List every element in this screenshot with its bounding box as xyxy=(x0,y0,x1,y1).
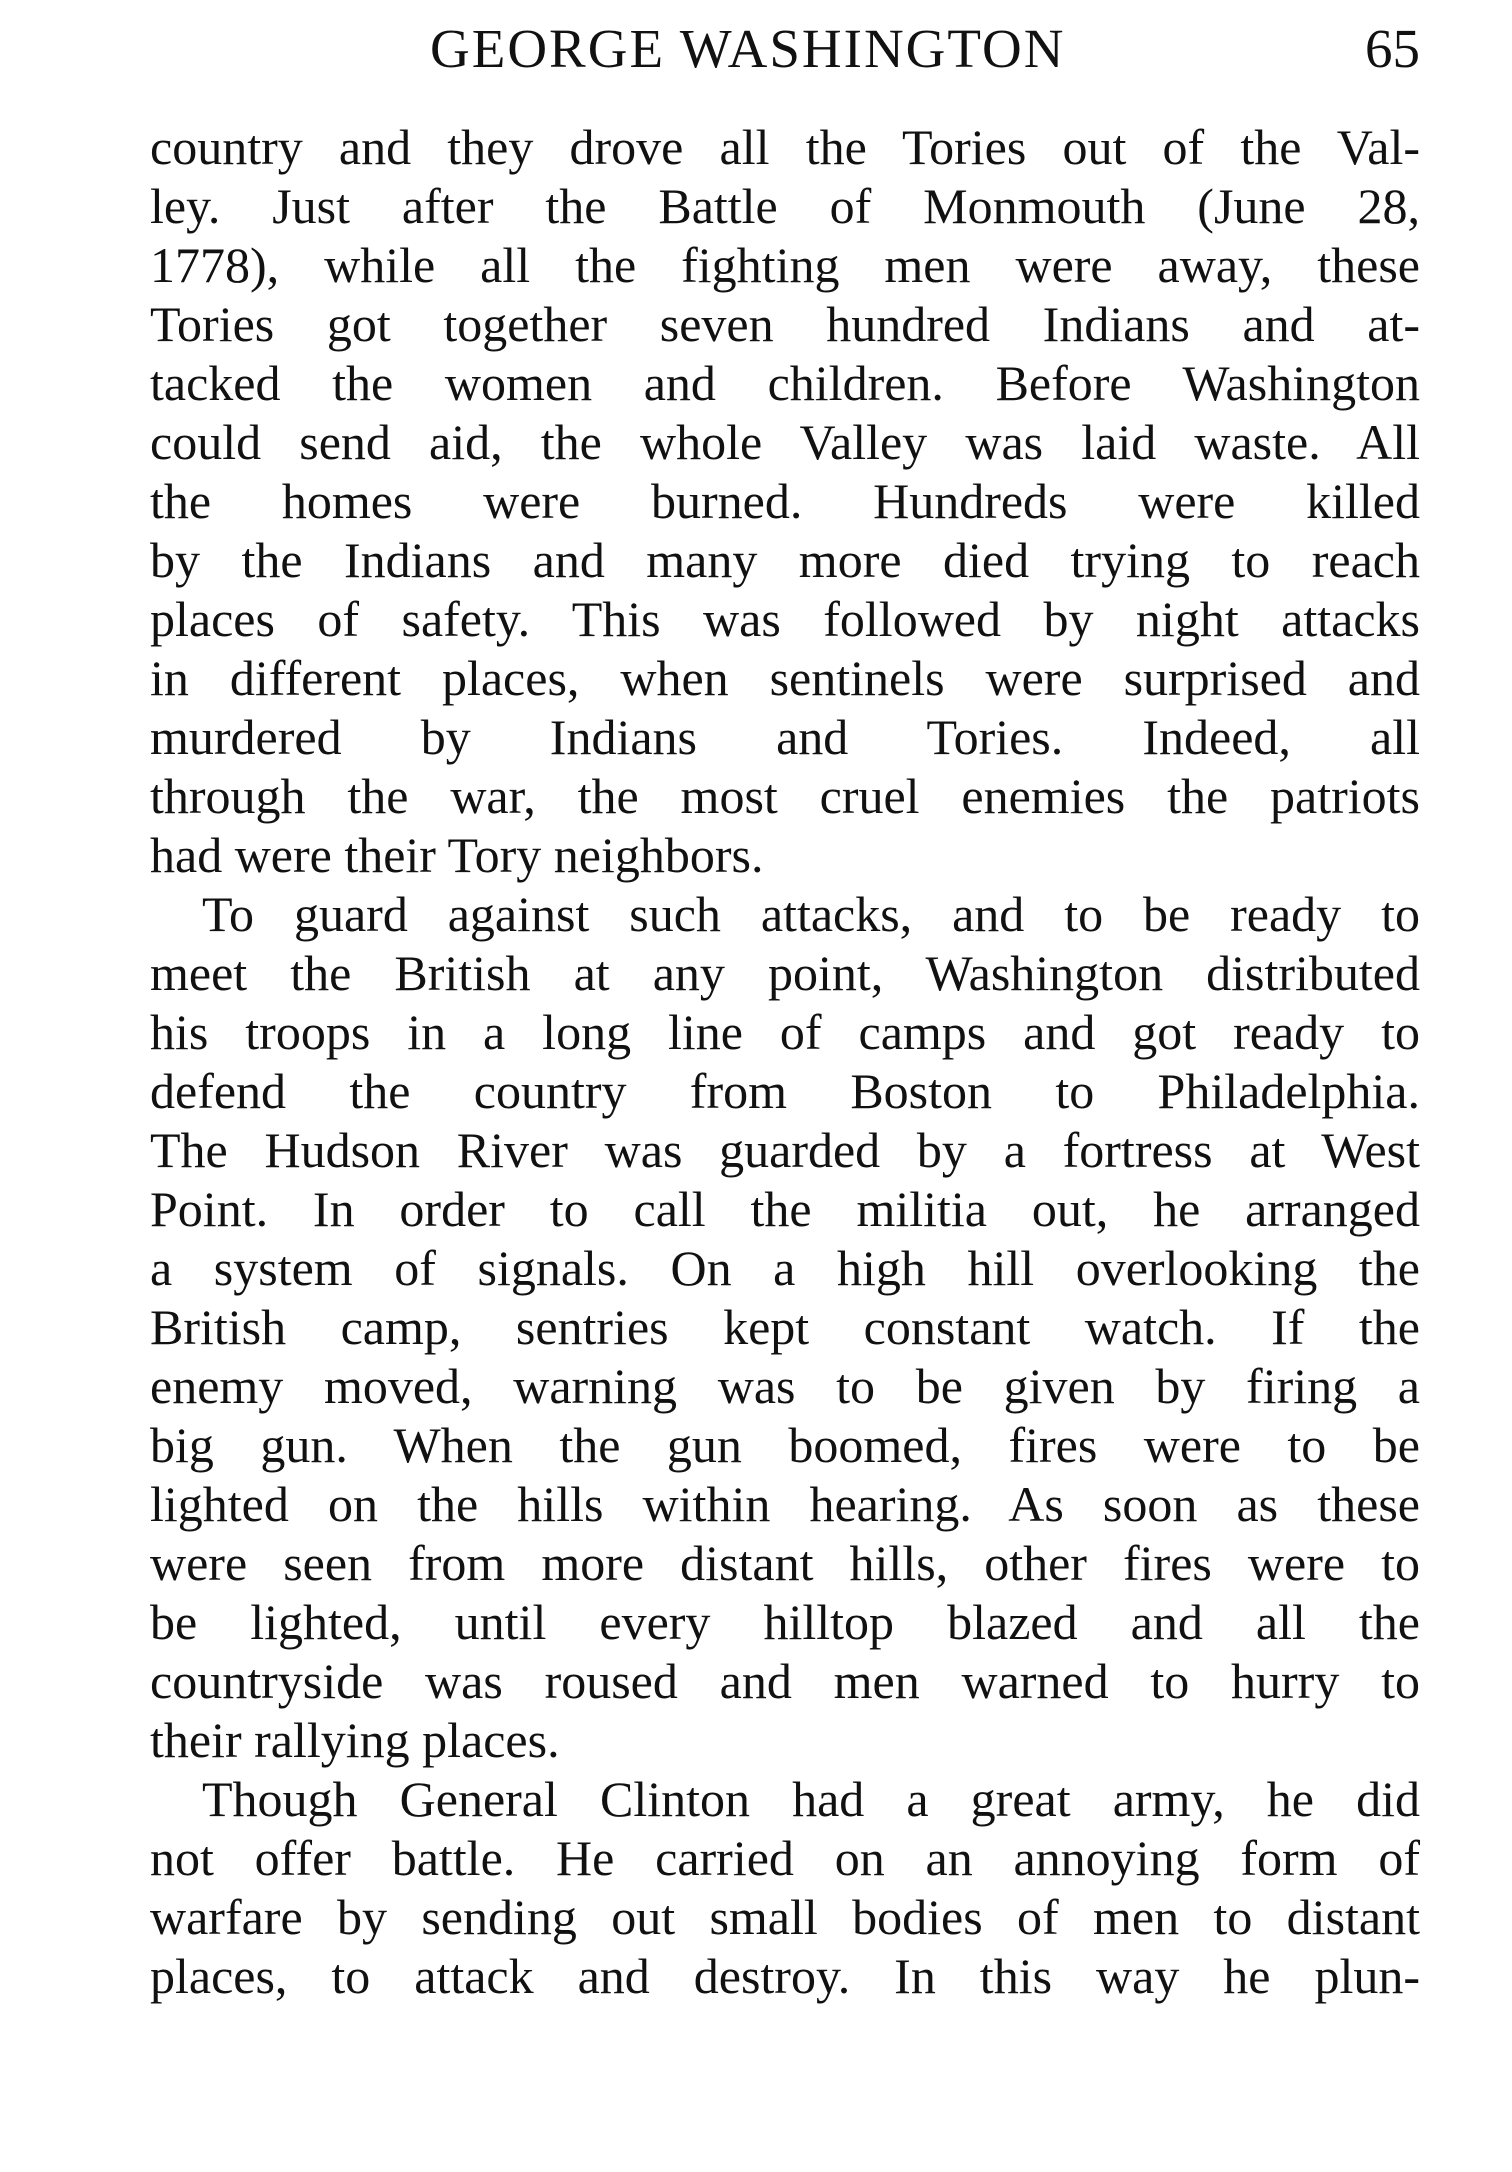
text-line: places, to attack and destroy. In this way he plun- xyxy=(150,1948,1420,2004)
paragraph xyxy=(150,1770,1420,2006)
body-text xyxy=(150,118,1420,2006)
running-title: GEORGE WASHINGTON xyxy=(430,18,1066,79)
running-head xyxy=(150,14,1420,84)
text-line: murdered by Indians and Tories. Indeed, all xyxy=(150,709,1420,765)
page-number: 65 xyxy=(1365,18,1420,79)
text-line: Though General Clinton had a great army, he did xyxy=(202,1771,1420,1827)
text-line: had were their Tory neighbors. xyxy=(150,827,764,883)
text-line: by the Indians and many more died trying to reach xyxy=(150,532,1420,588)
text-line: ley. Just after the Battle of Monmouth (June 28, xyxy=(150,178,1420,234)
text-line: be lighted, until every hilltop blazed and all the xyxy=(150,1594,1420,1650)
text-line: the homes were burned. Hundreds were killed xyxy=(150,473,1420,529)
text-line: could send aid, the whole Valley was laid waste. All xyxy=(150,414,1420,470)
text-line: countryside was roused and men warned to hurry to xyxy=(150,1653,1420,1709)
text-line: 1778), while all the fighting men were away, these xyxy=(150,237,1420,293)
text-line: not offer battle. He carried on an annoying form of xyxy=(150,1830,1420,1886)
text-line: Point. In order to call the militia out, he arranged xyxy=(150,1181,1420,1237)
text-line: in different places, when sentinels were surprised and xyxy=(150,650,1420,706)
text-line: To guard against such attacks, and to be ready to xyxy=(202,886,1420,942)
text-line: his troops in a long line of camps and got ready to xyxy=(150,1004,1420,1060)
text-line: warfare by sending out small bodies of men to distant xyxy=(150,1889,1420,1945)
text-line: British camp, sentries kept constant watch. If the xyxy=(150,1299,1420,1355)
text-line: their rallying places. xyxy=(150,1712,560,1768)
text-line: were seen from more distant hills, other fires were to xyxy=(150,1535,1420,1591)
text-line: lighted on the hills within hearing. As soon as these xyxy=(150,1476,1420,1532)
text-line: meet the British at any point, Washington distributed xyxy=(150,945,1420,1001)
paragraph xyxy=(150,885,1420,1770)
text-line: a system of signals. On a high hill overlooking the xyxy=(150,1240,1420,1296)
paragraph xyxy=(150,118,1420,885)
text-line: defend the country from Boston to Philadelphia. xyxy=(150,1063,1420,1119)
text-line: country and they drove all the Tories out of the Val- xyxy=(150,119,1420,175)
text-line: Tories got together seven hundred Indians and at- xyxy=(150,296,1420,352)
text-line: through the war, the most cruel enemies the patriots xyxy=(150,768,1420,824)
text-line: places of safety. This was followed by night attacks xyxy=(150,591,1420,647)
text-line: The Hudson River was guarded by a fortress at West xyxy=(150,1122,1420,1178)
text-line: tacked the women and children. Before Washington xyxy=(150,355,1420,411)
text-line: enemy moved, warning was to be given by firing a xyxy=(150,1358,1420,1414)
text-line: big gun. When the gun boomed, fires were to be xyxy=(150,1417,1420,1473)
